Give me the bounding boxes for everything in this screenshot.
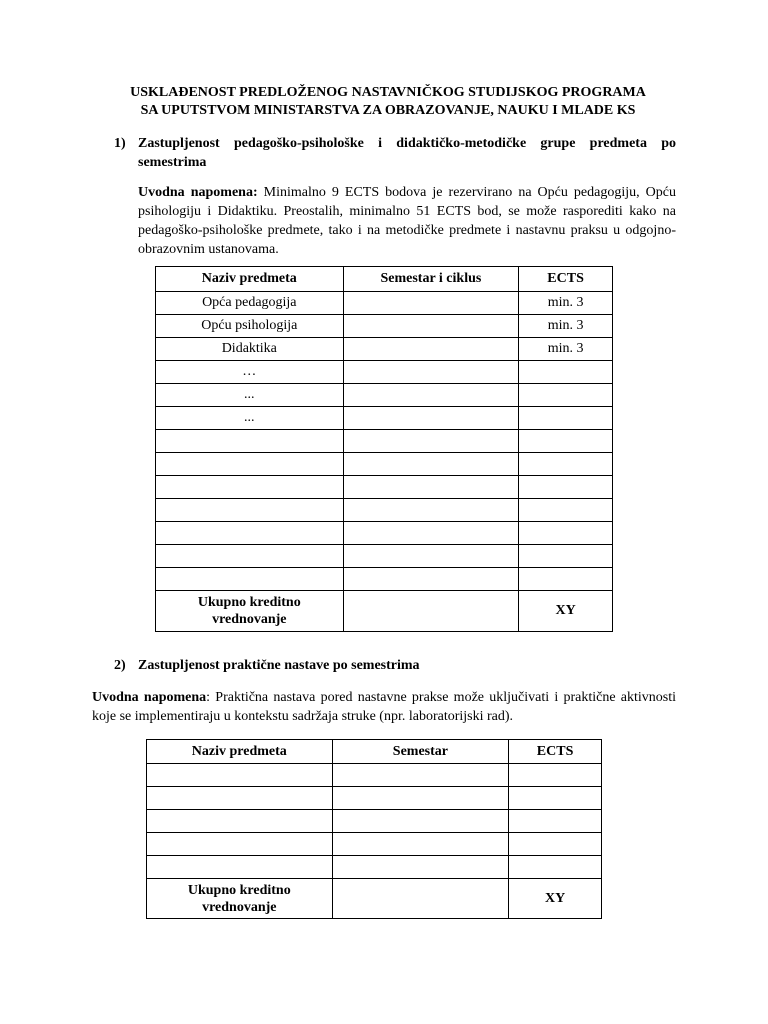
semester-cell: [332, 787, 509, 810]
ects-cell: [519, 499, 613, 522]
subject-cell: Opću psihologija: [156, 315, 344, 338]
table-row: [156, 522, 613, 545]
semester-cycle-cell: [343, 384, 519, 407]
subject-cell: [156, 499, 344, 522]
column-header-subject: Naziv predmeta: [147, 740, 333, 764]
ects-cell: min. 3: [519, 338, 613, 361]
subject-cell: [147, 764, 333, 787]
table-row: [156, 407, 613, 430]
semester-cycle-cell: [343, 499, 519, 522]
table-row: [156, 361, 613, 384]
subject-cell: [156, 453, 344, 476]
table-row: [147, 856, 602, 879]
total-ects-value: XY: [509, 879, 602, 919]
table-row: [147, 810, 602, 833]
semester-cell: [332, 833, 509, 856]
subject-cell: Opća pedagogija: [156, 292, 344, 315]
semester-cycle-cell: [343, 315, 519, 338]
subject-cell: [147, 856, 333, 879]
total-label-line-1: Ukupno kreditno: [187, 882, 291, 898]
total-semester-cell: [343, 591, 519, 632]
ects-cell: min. 3: [519, 292, 613, 315]
section2-number: 2): [114, 658, 126, 673]
table-header-row: [147, 740, 602, 764]
section1-heading: [138, 134, 676, 172]
subject-cell: ...: [156, 384, 344, 407]
document-title: [80, 84, 696, 120]
subject-cell: [156, 545, 344, 568]
subject-cell: [147, 810, 333, 833]
total-label-line-2: vrednovanje: [202, 899, 277, 915]
semester-cycle-cell: [343, 476, 519, 499]
total-ects-value: XY: [519, 591, 613, 632]
section1-note-label: Uvodna napomena:: [138, 185, 258, 200]
ects-cell: [519, 430, 613, 453]
table-row: [156, 499, 613, 522]
section1-table: [155, 266, 613, 632]
subject-cell: …: [156, 361, 344, 384]
section2-note-text: : Praktična nastava pored nastavne prakse može uključivati i praktične aktivnosti koje se implementiraju u kontekstu sadržaja struke (npr. laboratorijski rad).: [92, 690, 676, 724]
table-row: [156, 430, 613, 453]
table-row: [147, 764, 602, 787]
semester-cycle-cell: [343, 407, 519, 430]
subject-cell: [156, 476, 344, 499]
total-label-line-2: vrednovanje: [212, 612, 287, 627]
ects-cell: [509, 810, 602, 833]
table-row: [156, 384, 613, 407]
section2-heading: Zastupljenost praktične nastave po semestrima: [138, 658, 420, 673]
ects-cell: [509, 856, 602, 879]
semester-cycle-cell: [343, 361, 519, 384]
subject-cell: ...: [156, 407, 344, 430]
column-header-semester: Semestar: [332, 740, 509, 764]
ects-cell: min. 3: [519, 315, 613, 338]
section1-heading-line-1: Zastupljenost pedagoško-psihološke i didaktičko-metodičke grupe predmeta po: [138, 136, 676, 151]
table-total-row: [147, 879, 602, 919]
ects-cell: [519, 361, 613, 384]
section1-note-text: Minimalno 9 ECTS bodova je rezervirano na Opću pedagogiju, Opću psihologiju i Didaktiku. Preostalih, minimalno 51 ECTS bod, se može rasporediti kako na pedagoško-psihološke predmete, tako i na metodičke predmete i nastavnu praksu u odgojno-obrazovnim ustanovama.: [138, 185, 676, 257]
table-row: [156, 315, 613, 338]
subject-cell: [147, 787, 333, 810]
subject-cell: [147, 833, 333, 856]
subject-cell: [156, 430, 344, 453]
ects-cell: [509, 787, 602, 810]
section1-heading-line-2: semestrima: [138, 155, 207, 170]
total-semester-cell: [332, 879, 509, 919]
table-row: [156, 453, 613, 476]
table-row: [147, 833, 602, 856]
semester-cycle-cell: [343, 453, 519, 476]
subject-cell: Didaktika: [156, 338, 344, 361]
semester-cycle-cell: [343, 545, 519, 568]
table-header-row: [156, 267, 613, 292]
ects-cell: [519, 522, 613, 545]
title-line-1: USKLAĐENOST PREDLOŽENOG NASTAVNIČKOG STUDIJSKOG PROGRAMA: [130, 85, 646, 100]
ects-cell: [519, 384, 613, 407]
table-row: [156, 292, 613, 315]
table-row: [156, 568, 613, 591]
semester-cycle-cell: [343, 338, 519, 361]
table-row: [147, 787, 602, 810]
section2-note-label: Uvodna napomena: [92, 690, 207, 705]
table-total-row: [156, 591, 613, 632]
ects-cell: [519, 476, 613, 499]
section1-number: 1): [114, 136, 126, 151]
subject-cell: [156, 522, 344, 545]
subject-cell: [156, 568, 344, 591]
column-header-ects: ECTS: [509, 740, 602, 764]
semester-cycle-cell: [343, 292, 519, 315]
semester-cycle-cell: [343, 568, 519, 591]
semester-cycle-cell: [343, 430, 519, 453]
ects-cell: [519, 568, 613, 591]
semester-cell: [332, 764, 509, 787]
ects-cell: [519, 407, 613, 430]
total-label-line-1: Ukupno kreditno: [197, 595, 301, 610]
section2-note: [92, 688, 676, 726]
total-label: [147, 879, 333, 919]
section2-table: [146, 739, 602, 919]
table-row: [156, 545, 613, 568]
total-label: [156, 591, 344, 632]
title-line-2: SA UPUTSTVOM MINISTARSTVA ZA OBRAZOVANJE, NAUKU I MLADE KS: [140, 103, 636, 118]
semester-cell: [332, 810, 509, 833]
ects-cell: [519, 453, 613, 476]
column-header-subject: Naziv predmeta: [156, 267, 344, 292]
section1-note: [138, 183, 676, 259]
table-row: [156, 338, 613, 361]
semester-cell: [332, 856, 509, 879]
table-row: [156, 476, 613, 499]
ects-cell: [519, 545, 613, 568]
ects-cell: [509, 833, 602, 856]
column-header-ects: ECTS: [519, 267, 613, 292]
semester-cycle-cell: [343, 522, 519, 545]
column-header-semester-cycle: Semestar i ciklus: [343, 267, 519, 292]
ects-cell: [509, 764, 602, 787]
